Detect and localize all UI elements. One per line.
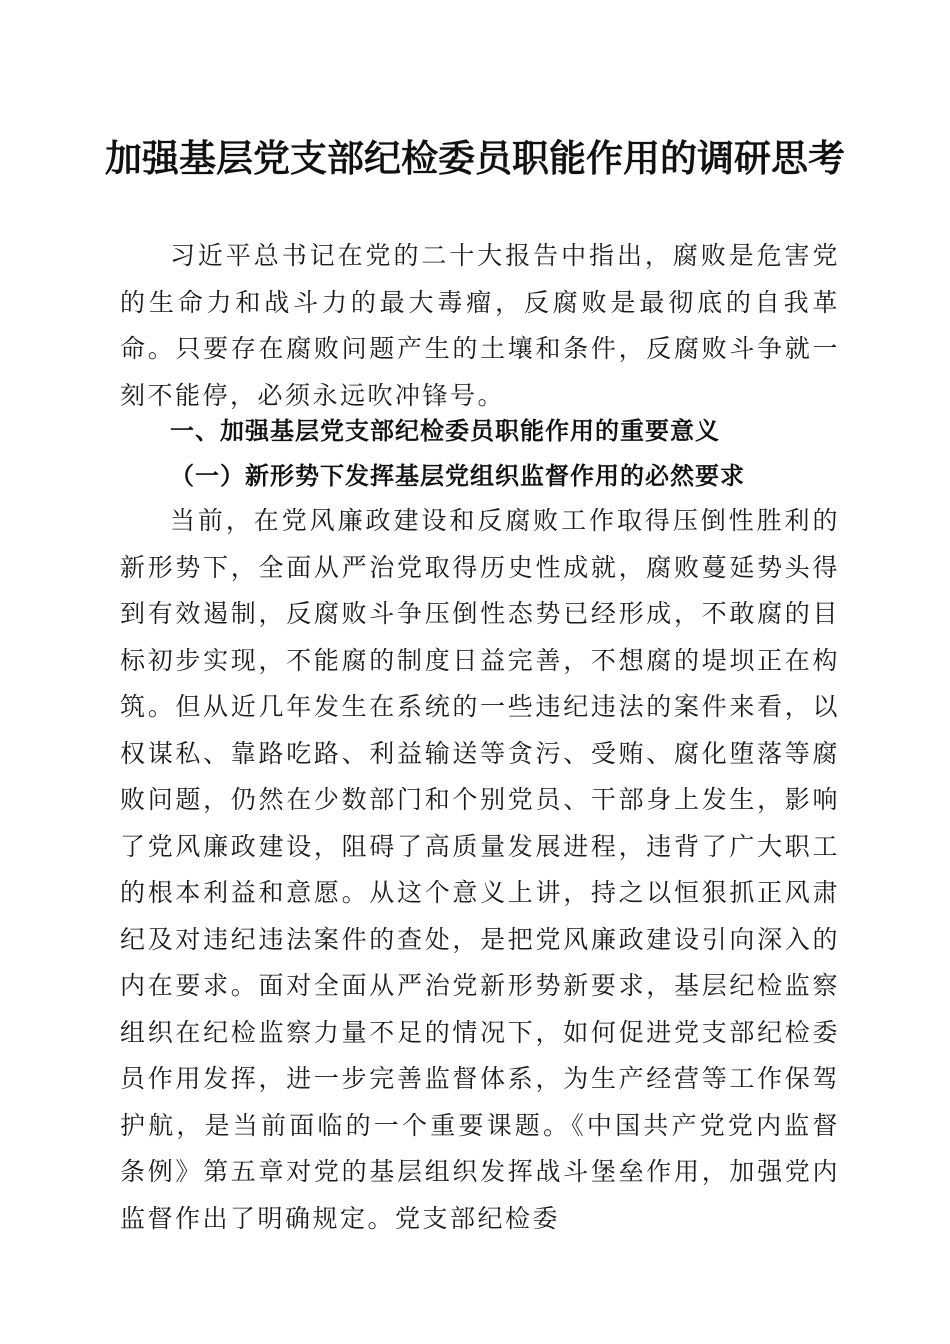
document-title: 加强基层党支部纪检委员职能作用的调研思考: [105, 136, 845, 180]
subsection-heading-1-1: （一）新形势下发挥基层党组织监督作用的必然要求: [170, 461, 745, 490]
body-paragraph-block: [120, 498, 840, 1242]
intro-paragraph: 习近平总书记在党的二十大报告中指出，腐败是危害党的生命力和战斗力的最大毒瘤，反腐败是最彻底的自我革命。只要存在腐败问题产生的土壤和条件，反腐败斗争就一刻不能停，必须永远吹冲锋号。: [120, 241, 840, 410]
body-paragraph: 当前，在党风廉政建设和反腐败工作取得压倒性胜利的新形势下，全面从严治党取得历史性成就，腐败蔓延势头得到有效遏制，反腐败斗争压倒性态势已经形成，不敢腐的目标初步实现，不能腐的制度日益完善，不想腐的堤坝正在构筑。但从近几年发生在系统的一些违纪违法的案件来看，以权谋私、靠路吃路、利益输送等贪污、受贿、腐化堕落等腐败问题，仍然在少数部门和个别党员、干部身上发生，影响了党风廉政建设，阻碍了高质量发展进程，违背了广大职工的根本利益和意愿。从这个意义上讲，持之以恒狠抓正风肃纪及对违纪违法案件的查处，是把党风廉政建设引向深入的内在要求。面对全面从严治党新形势新要求，基层纪检监察组织在纪检监察力量不足的情况下，如何促进党支部纪检委员作用发挥，进一步完善监督体系，为生产经营等工作保驾护航，是当前面临的一个重要课题。《中国共产党党内监督条例》第五章对党的基层组织发挥战斗堡垒作用，加强党内监督作出了明确规定。党支部纪检委: [120, 506, 840, 1233]
intro-paragraph-block: [120, 233, 840, 419]
section-heading-1: 一、加强基层党支部纪检委员职能作用的重要意义: [170, 417, 720, 445]
